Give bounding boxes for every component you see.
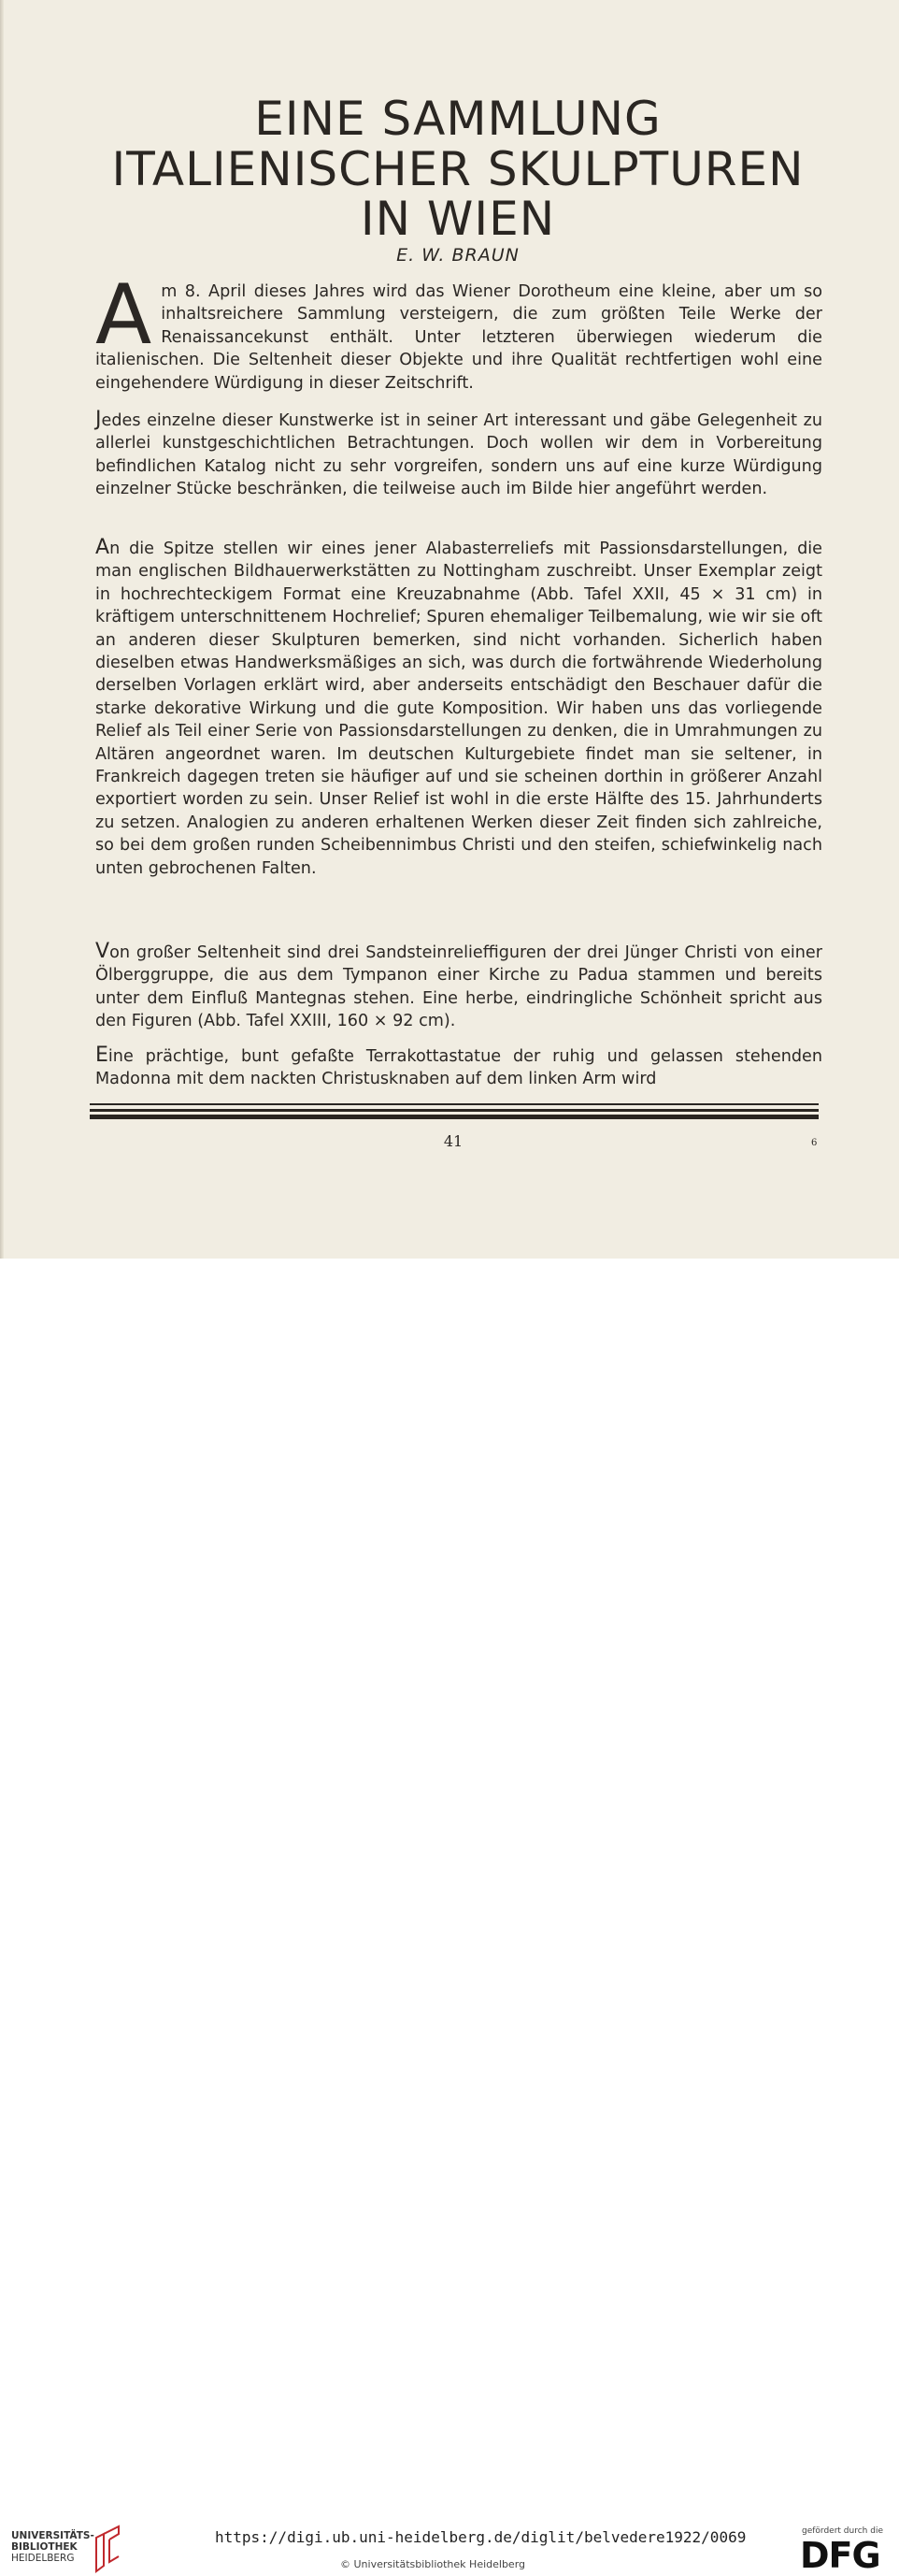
paragraph-5-initial: E [95, 1043, 108, 1067]
footer-rule-thick [90, 1115, 819, 1119]
paragraph-3-text: n die Spitze stellen wir eines jener Alabasterreliefs mit Passionsdarstellungen, die man englischen Bildhauerwerkstätten zu Nottingham zuschreibt. Unser Exemplar zeigt in hochrechteckigem Format eine Kreuzabnahme (Abb. Tafel XXII, 45 × 31 cm) in kräftigem unterschnittenem Hochrelief; Spuren ehemaliger Teilbemalung, wie wir sie oft an anderen dieser Skulpturen bemerken, sind nicht vorhanden. Sicherlich haben dieselben etwas Handwerksmäßiges an sich, was durch die fortwährende Wiederholung derselben Vorlagen erklärt wird, aber anderseits entschädigt den Beschauer dafür die starke dekorative Wirkung und die gute Komposition. Wir haben uns das vorliegende Relief als Teil einer Serie von Passionsdarstellungen zu denken, die in Umrahmungen zu Altären angeordnet waren. Im deutschen Kulturgebiete findet man sie seltener, in Frankreich dagegen treten sie häufiger auf und sie scheinen dorthin in größerer Anzahl exportiert worden zu sein. Unser Relief ist wohl in die erste Hälfte des 15. Jahrhunderts zu setzen. Analogien zu anderen erhaltenen Werken dieser Zeit finden sich zahlreiche, so bei dem großen runden Scheibennimbus Christi und den steifen, schiefwinkelig nach unten gebrochenen Falten. [95, 540, 822, 878]
permalink-url[interactable]: https://digi.ub.uni-heidelberg.de/diglit/belvedere1922/0069 [215, 2528, 747, 2546]
paragraph-5 [95, 1044, 822, 1091]
article-title-line-3: IN WIEN [360, 192, 556, 246]
viewer-footer [0, 1259, 899, 2576]
paragraph-3 [95, 537, 822, 880]
paragraph-4 [95, 941, 822, 1033]
paragraph-2-text: edes einzelne dieser Kunstwerke ist in seiner Art interessant und gäbe Gelegenheit zu allerlei kunstgeschichtlichen Betrachtungen. Doch wollen wir dem in Vorbereitung befindlichen Katalog nicht zu sehr vorgreifen, sondern uns auf eine kurze Würdigung einzelner Stücke beschränken, die teilweise auch im Bilde hier angeführt werden. [95, 411, 822, 499]
drop-cap: A [95, 266, 152, 363]
library-name [11, 2530, 95, 2564]
page-number: 41 [443, 1132, 464, 1150]
paragraph-4-text: on großer Seltenheit sind drei Sandsteinrelieffiguren der drei Jünger Christi von einer Ölberggruppe, die aus dem Tympanon einer Kirche zu Padua stammen und bereits unter dem Einfluß Mantegnas stehen. Eine herbe, eindringliche Schönheit spricht aus den Figuren (Abb. Tafel XXIII, 160 × 92 cm). [95, 943, 822, 1031]
sponsor-label: gefördert durch die [802, 2526, 883, 2536]
footer-rule-medium [90, 1109, 819, 1112]
paragraph-1 [95, 266, 822, 395]
copyright-notice: © Universitätsbibliothek Heidelberg [340, 2558, 526, 2570]
footer-rule-thin [90, 1103, 819, 1105]
paragraph-4-initial: V [95, 940, 110, 963]
paragraph-1-text: m 8. April dieses Jahres wird das Wiener Dorotheum eine kleine, aber um so inhaltsreichere Sammlung versteigern, die zum größten Teile Werke der Renaissancekunst enthält. Unter letzteren überwiegen wiederum die italienischen. Die Seltenheit dieser Objekte und ihre Qualität rechtfertigen wohl eine eingehendere Würdigung in dieser Zeitschrift. [95, 282, 822, 393]
page-edge-shadow [0, 0, 4, 1259]
scanned-page [0, 0, 899, 1259]
article-title-line-2: ITALIENISCHER SKULPTUREN [111, 142, 805, 196]
paragraph-5-text: ine prächtige, bunt gefaßte Terrakottastatue der ruhig und gelassen stehenden Madonna mit dem nackten Christusknaben auf dem linken Arm wird [95, 1047, 822, 1089]
paragraph-3-initial: A [95, 536, 110, 559]
article-title-line-1: EINE SAMMLUNG [254, 92, 662, 146]
library-logo-icon [91, 2525, 124, 2573]
library-name-line-1: UNIVERSITÄTS- [11, 2530, 94, 2541]
paragraph-2 [95, 409, 822, 501]
library-name-line-2: BIBLIOTHEK [11, 2541, 78, 2553]
signature-mark: 6 [811, 1138, 818, 1148]
dfg-logo-icon: DFG [800, 2535, 880, 2576]
paragraph-2-initial: J [95, 408, 102, 431]
article-author: E. W. BRAUN [396, 245, 520, 266]
library-name-line-3: HEIDELBERG [11, 2553, 75, 2564]
